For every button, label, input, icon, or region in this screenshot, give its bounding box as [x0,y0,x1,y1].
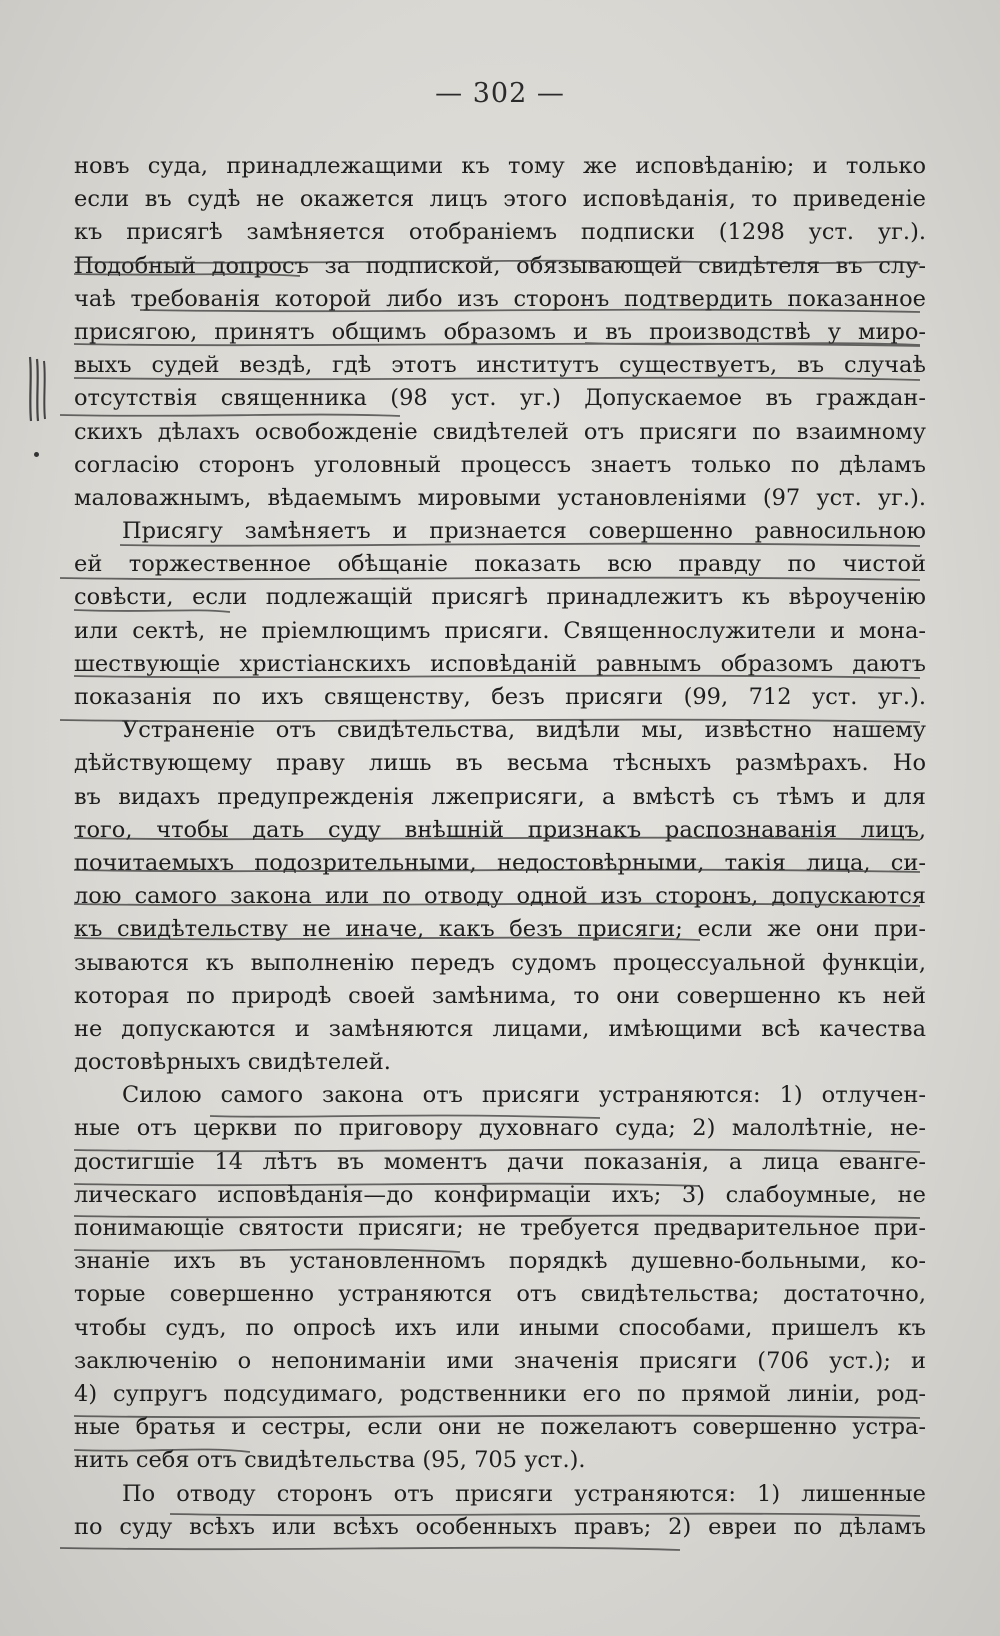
paragraph-end-line: достовѣрныхъ свидѣтелей. [74,1049,391,1076]
text-line: 4) супругъ подсудимаго, родственники его по прямой линіи, род- [74,1380,926,1407]
text-line: присягою, принятъ общимъ образомъ и въ производствѣ у миро- [74,318,926,345]
paragraph-end-line: нить себя отъ свидѣтельства (95, 705 уст.). [74,1447,586,1474]
text-line: ные братья и сестры, если они не пожелаютъ совершенно устра- [74,1414,926,1441]
text-line: лою самого закона или по отводу одной изъ сторонъ, допускаются [74,883,926,910]
text-line: шествующіе христіанскихъ исповѣданій равнымъ образомъ даютъ [74,650,926,677]
text-line: торые совершенно устраняются отъ свидѣтельства; достаточно, [74,1281,926,1308]
text-line: ей торжественное обѣщаніе показать всю правду по чистой [74,551,926,578]
text-line: заключенію о непониманіи ими значенія присяги (706 уст.); и [74,1347,926,1374]
text-line: зываются къ выполненію передъ судомъ процессуальной функціи, [74,949,926,976]
text-line: выхъ судей вездѣ, гдѣ этотъ институтъ существуетъ, въ случаѣ [74,352,926,379]
text-line: почитаемыхъ подозрительными, недостовѣрными, такія лица, си- [74,849,926,876]
text-line: скихъ дѣлахъ освобожденіе свидѣтелей отъ присяги по взаимному [74,418,926,445]
text-line: не допускаются и замѣняются лицами, имѣющими всѣ качества [74,1015,926,1042]
page-number: — 302 — [435,78,565,109]
text-line: новъ суда, принадлежащими къ тому же исповѣданію; и только [74,153,926,179]
paragraph-start-line: Силою самого закона отъ присяги устраняются: 1) отлучен- [122,1082,926,1109]
margin-pencil-mark [26,355,52,423]
text-line: понимающіе святости присяги; не требуется предварительное при- [74,1215,926,1241]
paragraph-start-line: Присягу замѣняетъ и признается совершенно равносильною [122,518,926,545]
text-line: лическаго исповѣданія—до конфирмаціи ихъ; 3) слабоумные, не [74,1181,926,1208]
text-line: того, чтобы дать суду внѣшній признакъ распознаванія лицъ, [74,816,926,843]
text-line: достигшіе 14 лѣтъ въ моментъ дачи показанія, а лица еванге- [74,1148,926,1175]
text-line: чтобы судъ, по опросѣ ихъ или иными способами, пришелъ къ [74,1314,926,1341]
text-line: въ видахъ предупрежденія лжеприсяги, а вмѣстѣ съ тѣмъ и для [74,783,926,810]
text-line: совѣсти, если подлежащій присягѣ принадлежитъ къ вѣроученію [74,584,926,611]
text-line: маловажнымъ, вѣдаемымъ мировыми установленіями (97 уст. уг.). [74,484,926,511]
margin-dot [34,452,39,457]
body-text [74,150,926,1544]
text-line: которая по природѣ своей замѣнима, то они совершенно къ ней [74,982,926,1009]
text-line: къ свидѣтельству не иначе, какъ безъ присяги; если же они при- [74,916,926,943]
text-line: отсутствія священника (98 уст. уг.) Допускаемое въ граждан- [74,385,926,412]
text-line: ные отъ церкви по приговору духовнаго суда; 2) малолѣтніе, не- [74,1115,926,1142]
text-line: показанія по ихъ священству, безъ присяги (99, 712 уст. уг.). [74,684,926,710]
paragraph-start-line: По отводу сторонъ отъ присяги устраняются: 1) лишенные [122,1480,926,1507]
text-line: по суду всѣхъ или всѣхъ особенныхъ правъ; 2) евреи по дѣламъ [74,1513,926,1540]
text-line: или сектѣ, не пріемлющимъ присяги. Священнослужители и мона- [74,617,926,644]
text-line: чаѣ требованія которой либо изъ сторонъ подтвердить показанное [74,285,926,312]
paragraph-start-line: Устраненіе отъ свидѣтельства, видѣли мы, извѣстно нашему [122,717,926,744]
text-line: если въ судѣ не окажется лицъ этого исповѣданія, то приведеніе [74,186,926,213]
text-line: согласію сторонъ уголовный процессъ знаетъ только по дѣламъ [74,451,926,478]
text-line: знаніе ихъ въ установленномъ порядкѣ душевно-больными, ко- [74,1248,926,1275]
text-line: Подобный допросъ за подпиской, обязывающей свидѣтеля въ слу- [74,252,926,279]
text-line: дѣйствующему праву лишь въ весьма тѣсныхъ размѣрахъ. Но [74,750,926,777]
text-line: къ присягѣ замѣняется отобраніемъ подписки (1298 уст. уг.). [74,219,926,246]
